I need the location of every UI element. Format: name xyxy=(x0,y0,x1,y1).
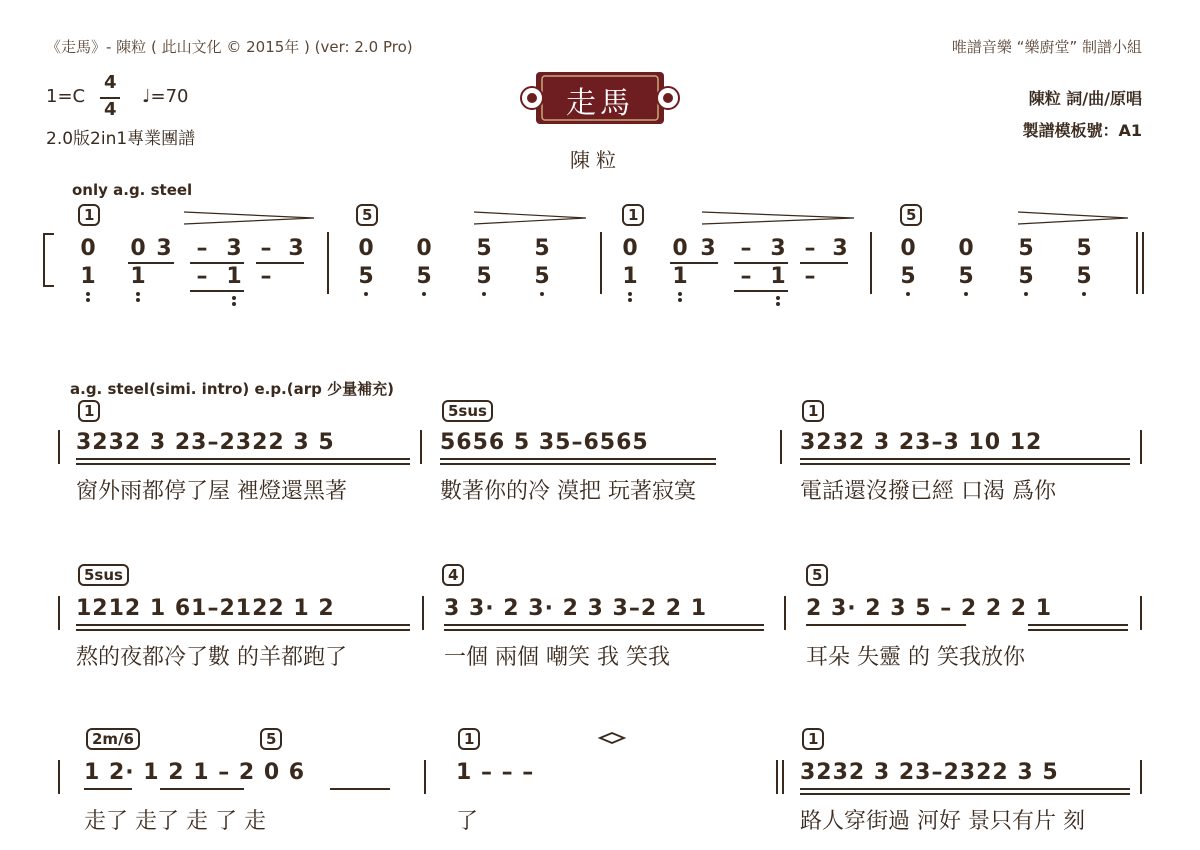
lyrics: 了 xyxy=(456,809,479,834)
note: 0 xyxy=(672,236,688,261)
measure-notes: 3232 3 23–3 10 12 xyxy=(800,430,1043,455)
lyrics: 熬的夜都冷了數 的羊都跑了 xyxy=(76,645,347,670)
beam xyxy=(440,458,716,460)
note: – xyxy=(260,264,272,289)
octave-dot xyxy=(776,296,780,300)
beam xyxy=(800,262,848,264)
octave-dot xyxy=(422,292,426,296)
note: 3 xyxy=(770,236,786,261)
note: 3 xyxy=(700,236,716,261)
beam xyxy=(1028,629,1128,631)
note: 0 xyxy=(130,236,146,261)
note: 0 xyxy=(622,236,638,261)
time-signature-bottom: 4 xyxy=(104,99,117,120)
singer: 陳粒 xyxy=(570,148,622,172)
measure-notes: 5656 5 35–6565 xyxy=(440,430,649,455)
octave-dot xyxy=(86,298,90,302)
note: – xyxy=(260,236,272,261)
note: 1 xyxy=(130,264,146,289)
measure-notes: 1 2· 1 2 1 – 2 0 6 xyxy=(84,760,306,785)
octave-dot xyxy=(628,292,632,296)
barline-double xyxy=(1136,232,1138,294)
intro-chord-3: 1 xyxy=(622,204,644,226)
measure-notes: 3 3· 2 3· 2 3 3–2 2 1 xyxy=(444,596,708,621)
verse-chord: 1 xyxy=(458,728,480,750)
note: 0 xyxy=(416,236,432,261)
barline xyxy=(870,232,872,294)
verse-chord: 1 xyxy=(802,400,824,422)
measure-notes: 1 – – – xyxy=(456,760,535,785)
beam xyxy=(256,262,304,264)
lyrics: 電話還沒撥已經 口渴 爲你 xyxy=(800,479,1056,504)
lyrics: 一個 兩個 嘲笑 我 笑我 xyxy=(444,645,670,670)
beam xyxy=(670,262,718,264)
beam xyxy=(84,788,132,790)
intro-chord-4: 5 xyxy=(900,204,922,226)
note: 1 xyxy=(770,264,786,289)
note: 5 xyxy=(534,236,550,261)
beam xyxy=(806,624,966,626)
note: 1 xyxy=(80,264,96,289)
octave-dot xyxy=(1082,292,1086,296)
octave-dot xyxy=(906,292,910,296)
note: 5 xyxy=(476,236,492,261)
intro-chord-2: 5 xyxy=(356,204,378,226)
barline xyxy=(1140,760,1142,794)
beam xyxy=(190,262,244,264)
beam xyxy=(440,463,716,465)
barline xyxy=(58,430,60,464)
octave-dot xyxy=(540,292,544,296)
note: – xyxy=(740,264,752,289)
barline xyxy=(327,232,329,294)
octave-dot xyxy=(232,296,236,300)
note: 5 xyxy=(1018,264,1034,289)
barline xyxy=(600,232,602,294)
beam xyxy=(444,629,764,631)
barline-double xyxy=(1142,232,1144,294)
octave-dot xyxy=(232,302,236,306)
beam xyxy=(800,463,1130,465)
note: 1 xyxy=(226,264,242,289)
verse-chord: 2m/6 xyxy=(86,728,140,750)
barline xyxy=(1140,430,1142,464)
barline xyxy=(420,430,422,464)
beam xyxy=(76,463,410,465)
verse-chord: 5sus xyxy=(78,564,129,586)
barline-double xyxy=(776,760,778,794)
beam xyxy=(190,290,244,292)
octave-dot xyxy=(964,292,968,296)
note: 5 xyxy=(900,264,916,289)
barline xyxy=(784,596,786,630)
tempo: ♩=70 xyxy=(142,86,189,107)
note: 5 xyxy=(534,264,550,289)
octave-dot xyxy=(776,302,780,306)
verse-chord: 5 xyxy=(260,728,282,750)
measure-notes: 3232 3 23–2322 3 5 xyxy=(800,760,1059,785)
barline xyxy=(58,596,60,630)
note: 5 xyxy=(416,264,432,289)
template-id: 製譜模板號：A1 xyxy=(1022,121,1142,140)
beam xyxy=(444,624,764,626)
beam xyxy=(734,262,788,264)
octave-dot xyxy=(136,292,140,296)
lyrics: 路人穿街過 河好 景只有片 刻 xyxy=(800,809,1085,834)
intro-instruction: only a.g. steel xyxy=(72,181,193,199)
octave-dot xyxy=(86,292,90,296)
octave-dot xyxy=(482,292,486,296)
note: 3 xyxy=(226,236,242,261)
barline xyxy=(422,596,424,630)
note: 3 xyxy=(156,236,172,261)
measure-notes: 2 3· 2 3 5 – 2 2 2 1 xyxy=(806,596,1053,621)
beam xyxy=(128,262,174,264)
note: 3 xyxy=(832,236,848,261)
octave-dot xyxy=(364,292,368,296)
beam xyxy=(76,458,410,460)
verse-chord: 1 xyxy=(78,400,100,422)
song-title: 走馬 xyxy=(566,86,634,121)
verse-chord: 5 xyxy=(806,564,828,586)
lyrics: 窗外雨都停了屋 裡燈還黑著 xyxy=(76,479,347,504)
verse-chord: 1 xyxy=(802,728,824,750)
beam xyxy=(1028,624,1128,626)
intro-chord-1: 1 xyxy=(78,204,100,226)
verse-chord: 4 xyxy=(442,564,464,586)
barline-double xyxy=(782,760,784,794)
lyrics: 走了 走了 走 了 走 xyxy=(84,809,266,834)
lyrics: 數著你的冷 漠把 玩著寂寞 xyxy=(440,479,696,504)
measure-notes: 1212 1 61–2122 1 2 xyxy=(76,596,335,621)
note: 5 xyxy=(958,264,974,289)
note: – xyxy=(196,236,208,261)
beam xyxy=(330,788,390,790)
note: 0 xyxy=(958,236,974,261)
time-signature-top: 4 xyxy=(104,72,117,93)
note: 5 xyxy=(358,264,374,289)
note: – xyxy=(196,264,208,289)
note: 0 xyxy=(358,236,374,261)
key-signature: 1=C xyxy=(46,86,86,107)
edition: 2.0版2in1專業團譜 xyxy=(46,129,196,149)
barline xyxy=(780,430,782,464)
credits: 陳粒 詞/曲/原唱 xyxy=(1028,89,1142,108)
note: 5 xyxy=(476,264,492,289)
verse-instruction: a.g. steel(simi. intro) e.p.(arp 少量補充) xyxy=(70,380,394,398)
note: – xyxy=(804,264,816,289)
note: 5 xyxy=(1018,236,1034,261)
octave-dot xyxy=(628,298,632,302)
note: 5 xyxy=(1076,264,1092,289)
beam xyxy=(76,624,410,626)
note: – xyxy=(804,236,816,261)
beam xyxy=(800,458,1130,460)
beam xyxy=(76,629,410,631)
octave-dot xyxy=(678,292,682,296)
octave-dot xyxy=(678,298,682,302)
source-line: 《走馬》- 陳粒 ( 此山文化 © 2015年 ) (ver: 2.0 Pro) xyxy=(46,38,413,56)
note: 1 xyxy=(672,264,688,289)
note: – xyxy=(740,236,752,261)
measure-notes: 3232 3 23–2322 3 5 xyxy=(76,430,335,455)
beam xyxy=(800,793,1130,795)
octave-dot xyxy=(1024,292,1028,296)
note: 0 xyxy=(80,236,96,261)
beam xyxy=(160,788,244,790)
verse-chord: 5sus xyxy=(442,400,493,422)
barline xyxy=(58,760,60,794)
barline xyxy=(424,760,426,794)
beam xyxy=(734,290,788,292)
note: 5 xyxy=(1076,236,1092,261)
beam xyxy=(800,788,1130,790)
group-line: 唯譜音樂 “樂廚堂” 制譜小組 xyxy=(951,38,1142,56)
note: 0 xyxy=(900,236,916,261)
lyrics: 耳朵 失靈 的 笑我放你 xyxy=(806,645,1025,670)
note: 1 xyxy=(622,264,638,289)
note: 3 xyxy=(288,236,304,261)
barline xyxy=(1140,596,1142,630)
octave-dot xyxy=(136,298,140,302)
